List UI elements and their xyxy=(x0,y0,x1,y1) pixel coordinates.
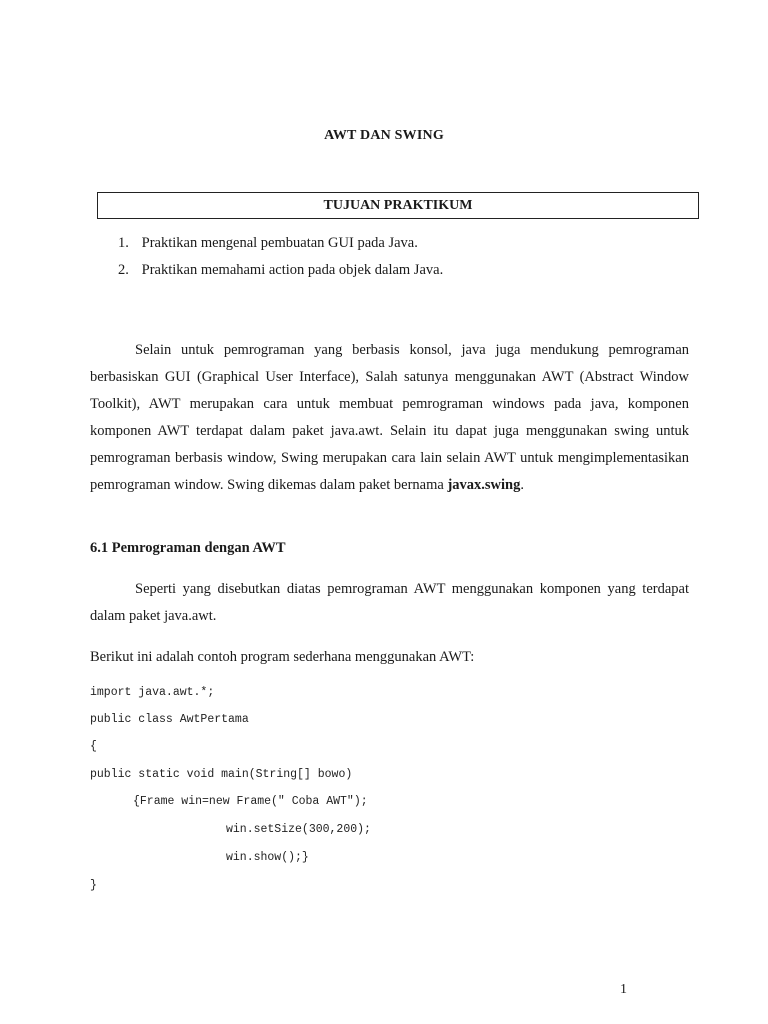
objective-text: Praktikan mengenal pembuatan GUI pada Java. xyxy=(141,235,418,251)
code-line: import java.awt.*; xyxy=(90,686,215,699)
page-number: 1 xyxy=(620,982,627,997)
intro-paragraph xyxy=(90,337,689,499)
code-line: win.setSize(300,200); xyxy=(226,823,371,836)
objectives-list xyxy=(118,233,443,287)
code-line: {Frame win=new Frame(" Coba AWT"); xyxy=(133,795,368,808)
section-heading: 6.1 Pemrograman dengan AWT xyxy=(90,540,286,556)
intro-package-name: javax.swing xyxy=(447,477,521,493)
objective-text: Praktikan memahami action pada objek dalam Java. xyxy=(141,262,444,278)
objective-item xyxy=(118,260,443,287)
section-paragraph xyxy=(90,576,689,630)
objective-number: 1. xyxy=(118,235,129,251)
code-line: } xyxy=(90,879,97,892)
document-title: AWT DAN SWING xyxy=(324,128,444,143)
objective-number: 2. xyxy=(118,262,129,278)
objectives-heading: TUJUAN PRAKTIKUM xyxy=(323,198,473,213)
code-line: { xyxy=(90,740,97,753)
intro-text: Selain untuk pemrograman yang berbasis konsol, java juga mendukung pemrograman berbasiskan GUI (Graphical User Interface), Salah satunya menggunakan AWT (Abstract Window Toolkit), AWT merupakan cara untuk membuat pemrograman windows pada java, komponen komponen AWT terdapat dalam paket java.awt. Selain itu dapat juga menggunakan swing untuk pemrograman berbasis window, Swing merupakan cara lain selain AWT untuk mengimplementasikan pemrograman window. Swing dikemas dalam paket bernama xyxy=(90,342,689,493)
code-line: public class AwtPertama xyxy=(90,713,249,726)
code-line: win.show();} xyxy=(226,851,309,864)
intro-end: . xyxy=(520,477,524,493)
code-line: public static void main(String[] bowo) xyxy=(90,768,353,781)
example-intro: Berikut ini adalah contoh program sederhana menggunakan AWT: xyxy=(90,649,475,665)
section-paragraph-text: Seperti yang disebutkan diatas pemrograman AWT menggunakan komponen yang terdapat dalam paket java.awt. xyxy=(90,581,689,624)
objectives-heading-box xyxy=(97,192,699,219)
objective-item xyxy=(118,233,443,260)
